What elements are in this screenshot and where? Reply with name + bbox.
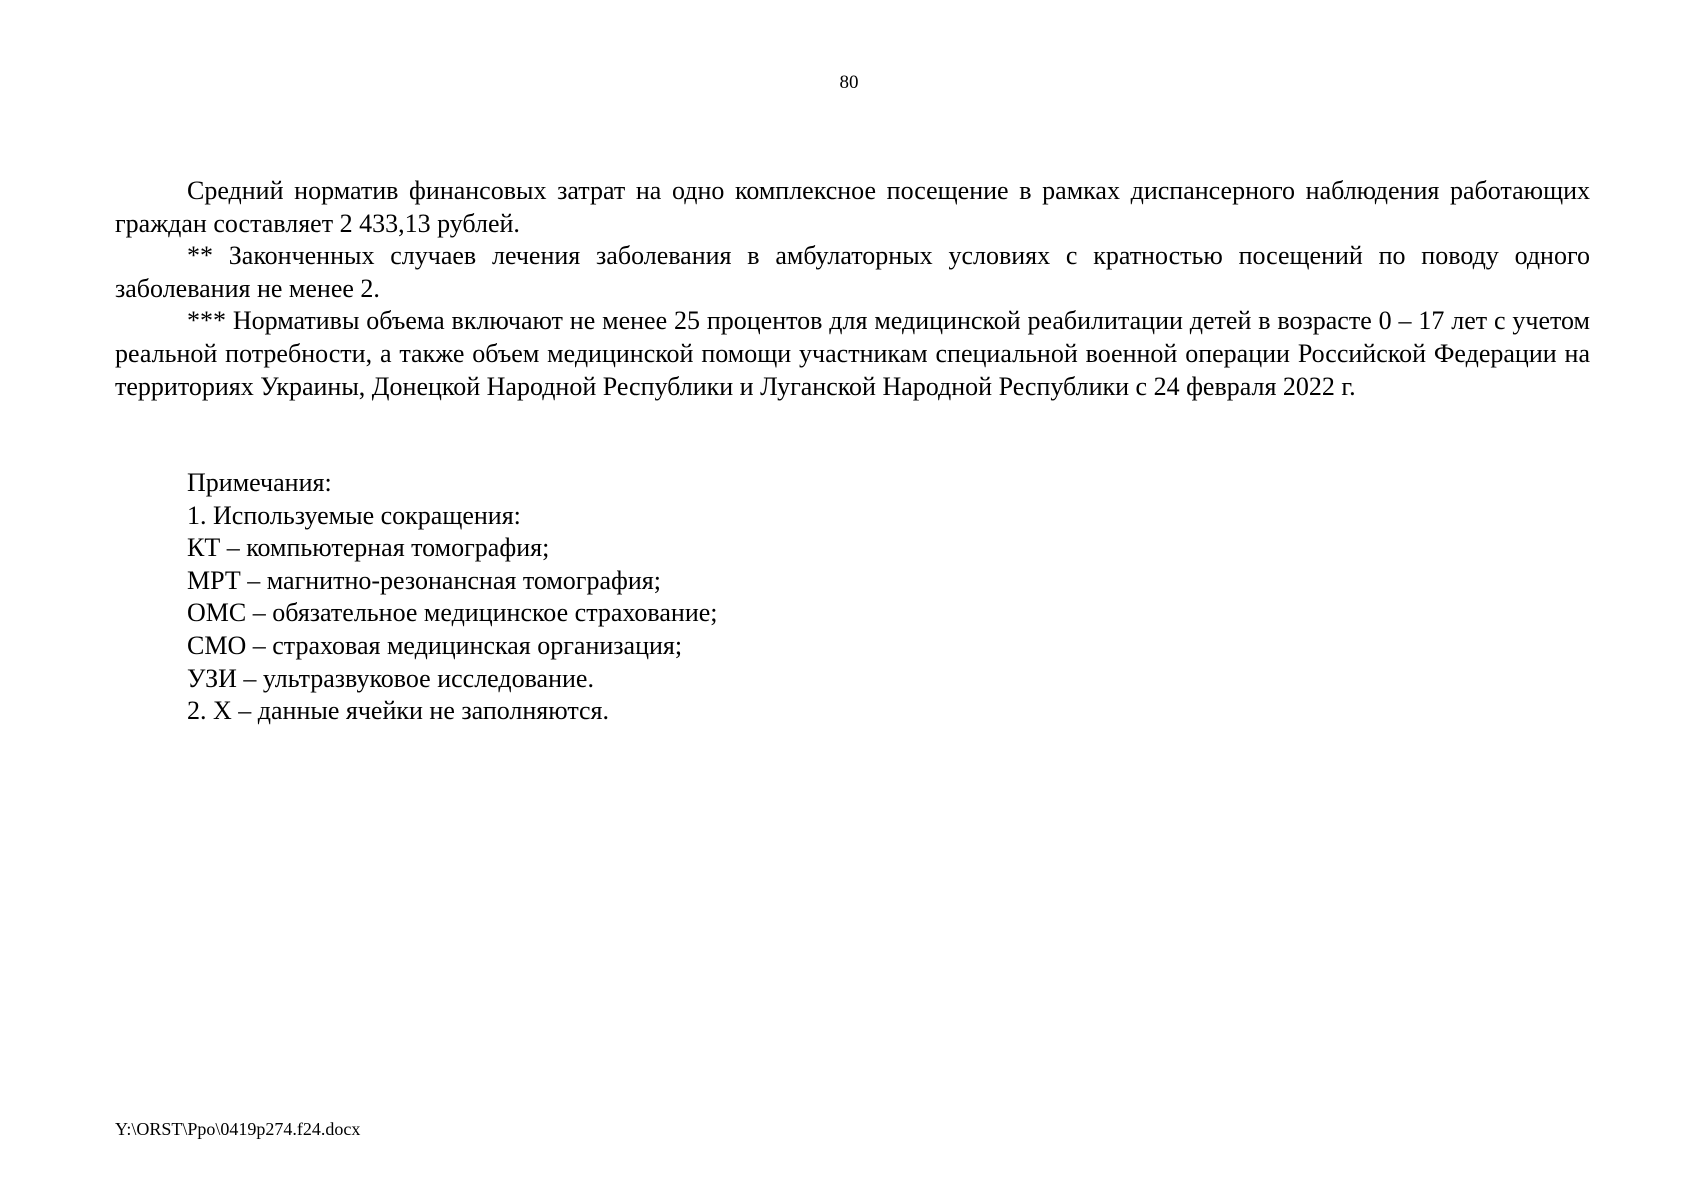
note-line-oms: ОМС – обязательное медицинское страхование;	[187, 598, 718, 628]
notes-heading: Примечания:	[187, 468, 332, 497]
footer-file-path: Y:\ORST\Ppo\0419p274.f24.docx	[115, 1119, 361, 1139]
page-number: 80	[839, 72, 859, 93]
note-line-smo: СМО – страховая медицинская организация;	[187, 630, 683, 660]
paragraph-footnote-3: *** Нормативы объема включают не менее 25 процентов для медицинской реабилитации детей в возрасте 0 – 17 лет с учетом реальной потребности, а также объем медицинской помощи участникам специальной военной операции Российской Федерации на территориях Украины, Донецкой Народной Республики и Луганской Народной Республики с 24 февраля 2022 г.	[115, 306, 1590, 401]
note-line-uzi: УЗИ – ультразвуковое исследование.	[187, 663, 594, 693]
note-line-abbreviations: 1. Используемые сокращения:	[187, 500, 521, 530]
note-line-kt: КТ – компьютерная томография;	[187, 533, 550, 563]
notes-section	[187, 467, 1587, 728]
note-line-mrt: МРТ – магнитно-резонансная томография;	[187, 565, 661, 595]
note-line-x-cells: 2. Х – данные ячейки не заполняются.	[187, 696, 610, 726]
main-text	[115, 175, 1590, 403]
paragraph-average-cost: Средний норматив финансовых затрат на одно комплексное посещение в рамках диспансерного наблюдения работающих граждан составляет 2 433,13 рублей.	[115, 176, 1590, 238]
paragraph-footnote-2: ** Законченных случаев лечения заболевания в амбулаторных условиях с кратностью посещений по поводу одного заболевания не менее 2.	[115, 241, 1590, 303]
